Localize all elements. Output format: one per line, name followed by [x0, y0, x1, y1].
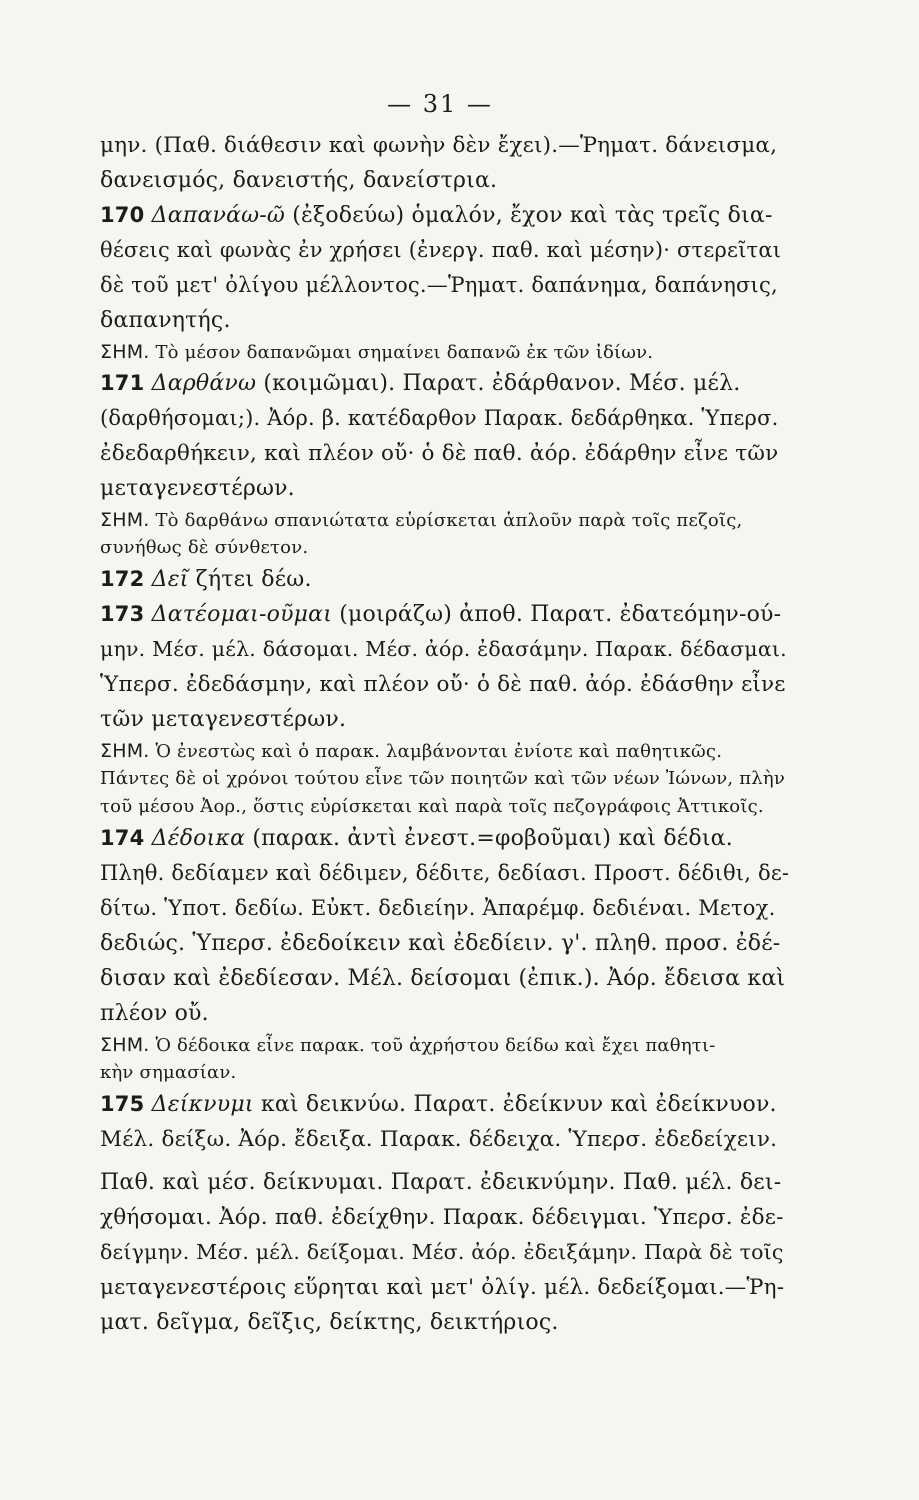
page-number: — 31 —	[387, 90, 493, 118]
line-text: (παρακ. ἀντὶ ἐνεστ.=φοβοῦμαι) καὶ δέδια.	[252, 826, 733, 851]
note-label: ΣΗΜ.	[100, 341, 150, 363]
line-text: τῶν μεταγενεστέρων.	[100, 707, 347, 732]
entry-number: 170	[100, 203, 145, 227]
line-text: μεταγενεστέρων.	[100, 476, 295, 501]
line-text: ματ. δεῖγμα, δεῖξις, δείκτης, δεικτήριος.	[100, 1310, 559, 1335]
line-text: Τὸ δαρθάνω σπανιώτατα εὑρίσκεται ἁπλοῦν παρὰ τοῖς πεζοῖς,	[155, 510, 743, 531]
text-line	[100, 471, 780, 506]
line-text: Πάντες δὲ οἱ χρόνοι τούτου εἶνε τῶν ποιητῶν καὶ τῶν νέων Ἰώνων, πλὴν	[100, 768, 785, 789]
text-line	[100, 436, 780, 471]
entry-line	[100, 1087, 780, 1122]
text-line	[100, 268, 780, 303]
note-label: ΣΗΜ.	[100, 1034, 150, 1056]
text-line	[100, 926, 780, 961]
text-line	[100, 1165, 780, 1200]
line-text: ζήτει δέω.	[195, 567, 312, 592]
note-label: ΣΗΜ.	[100, 509, 150, 531]
line-text: δεδιώς. Ὑπερσ. ἐδεδοίκειν καὶ ἐδεδίειν. γ'. πληθ. προσ. ἐδέ-	[100, 931, 781, 956]
entry-line	[100, 821, 780, 856]
line-text: Μέλ. δείξω. Ἀόρ. ἔδειξα. Παρακ. δέδειχα. Ὑπερσ. ἐδεδείχειν.	[100, 1127, 778, 1152]
line-text: τοῦ μέσου Ἀορ., ὅστις εὑρίσκεται καὶ παρὰ τοῖς πεζογράφοις Ἀττικοῖς.	[100, 796, 764, 817]
line-text: μεταγενεστέροις εὕρηται καὶ μετ' ὀλίγ. μέλ. δεδείξομαι.—Ῥη-	[100, 1275, 785, 1300]
line-text: Παθ. καὶ μέσ. δείκνυμαι. Παρατ. ἐδεικνύμην. Παθ. μέλ. δει-	[100, 1170, 782, 1195]
line-text: Τὸ μέσον δαπανῶμαι σημαίνει δαπανῶ ἐκ τῶν ἰδίων.	[155, 342, 654, 363]
text-line	[100, 702, 780, 737]
text-line	[100, 1059, 780, 1087]
line-text: πλέον οὔ.	[100, 1001, 209, 1026]
line-text: Ὁ ἐνεστὼς καὶ ὁ παρακ. λαμβάνονται ἐνίοτε καὶ παθητικῶς.	[155, 741, 723, 762]
entry-number: 174	[100, 826, 145, 850]
entry-lemma: Δέδοικα	[151, 826, 246, 851]
entry-number: 172	[100, 567, 145, 591]
text-line	[100, 303, 780, 338]
line-text: Πληθ. δεδίαμεν καὶ δέδιμεν, δέδιτε, δεδίασι. Προστ. δέδιθι, δε-	[100, 861, 790, 885]
line-text: κὴν σημασίαν.	[100, 1062, 237, 1083]
line-text: δαπανητής.	[100, 308, 231, 333]
line-text: μην. (Παθ. διάθεσιν καὶ φωνὴν δὲν ἔχει).—Ῥηματ. δάνεισμα,	[100, 133, 778, 158]
page-text	[100, 128, 790, 1340]
line-text: Ὁ δέδοικα εἶνε παρακ. τοῦ ἀχρήστου δείδω καὶ ἔχει παθητι-	[155, 1035, 716, 1056]
entry-line	[100, 597, 780, 632]
note-line	[100, 737, 780, 765]
text-line	[100, 1270, 785, 1305]
line-text: μην. Μέσ. μέλ. δάσομαι. Μέσ. ἀόρ. ἐδασάμην. Παρακ. δέδασμαι.	[100, 637, 787, 661]
entry-line	[100, 198, 780, 233]
line-text: (ἐξοδεύω) ὁμαλόν, ἔχον καὶ τὰς τρεῖς δια-	[292, 203, 773, 228]
note-line	[100, 506, 780, 534]
text-line	[100, 233, 780, 268]
text-line	[100, 996, 780, 1031]
text-line	[100, 1122, 780, 1157]
note-label: ΣΗΜ.	[100, 740, 150, 762]
line-text: χθήσομαι. Ἀόρ. παθ. ἐδείχθην. Παρακ. δέδειγμαι. Ὑπερσ. ἐδε-	[100, 1205, 784, 1230]
line-text: (κοιμῶμαι). Παρατ. ἐδάρθανον. Μέσ. μέλ.	[263, 371, 741, 396]
entry-line	[100, 366, 780, 401]
line-text: (δαρθήσομαι;). Ἀόρ. β. κατέδαρθον Παρακ. δεδάρθηκα. Ὑπερσ.	[100, 406, 779, 430]
line-text: (μοιράζω) ἀποθ. Παρατ. ἐδατεόμην-ού-	[339, 602, 782, 627]
text-line	[100, 856, 790, 891]
entry-lemma: Δαρθάνω	[151, 371, 257, 396]
text-line	[100, 163, 780, 198]
entry-lemma: Δείκνυμι	[151, 1092, 254, 1117]
text-line	[100, 793, 780, 821]
line-text: Ὑπερσ. ἐδεδάσμην, καὶ πλέον οὔ· ὁ δὲ παθ. ἀόρ. ἐδάσθην εἶνε	[100, 672, 786, 697]
line-text: καὶ δεικνύω. Παρατ. ἐδείκνυν καὶ ἐδείκνυον.	[260, 1092, 777, 1117]
text-line	[100, 1200, 784, 1235]
entry-lemma: Δαπανάω-ῶ	[151, 203, 286, 228]
note-line	[100, 1031, 780, 1059]
text-line	[100, 401, 780, 436]
entry-lemma: Δεῖ	[151, 567, 189, 592]
line-text: δείγμην. Μέσ. μέλ. δείξομαι. Μέσ. ἀόρ. ἐδειξάμην. Παρὰ δὲ τοῖς	[100, 1240, 784, 1264]
text-line	[100, 961, 786, 996]
entry-line	[100, 562, 780, 597]
text-line	[100, 1235, 784, 1270]
text-line	[100, 667, 786, 702]
line-text: δισαν καὶ ἐδεδίεσαν. Μέλ. δείσομαι (ἐπικ.). Ἀόρ. ἔδεισα καὶ	[100, 966, 786, 991]
text-line	[100, 632, 787, 667]
entry-number: 173	[100, 602, 145, 626]
entry-number: 171	[100, 371, 145, 395]
text-line	[100, 128, 780, 163]
line-text: δὲ τοῦ μετ' ὀλίγου μέλλοντος.—Ῥηματ. δαπάνημα, δαπάνησις,	[100, 273, 778, 297]
line-text: δίτω. Ὑποτ. δεδίω. Εὐκτ. δεδιείην. Ἀπαρέμφ. δεδιέναι. Μετοχ.	[100, 896, 776, 920]
text-line	[100, 765, 785, 793]
text-line	[100, 534, 780, 562]
line-text: θέσεις καὶ φωνὰς ἐν χρήσει (ἐνεργ. παθ. καὶ μέσην)· στερεῖται	[100, 238, 782, 262]
note-line	[100, 338, 780, 366]
entry-number: 175	[100, 1092, 145, 1116]
line-text: δανεισμός, δανειστής, δανείστρια.	[100, 168, 498, 193]
line-text: ἐδεδαρθήκειν, καὶ πλέον οὔ· ὁ δὲ παθ. ἀόρ. ἐδάρθην εἶνε τῶν	[100, 441, 779, 466]
line-text: συνήθως δὲ σύνθετον.	[100, 537, 309, 558]
entry-lemma: Δατέομαι-οῦμαι	[151, 602, 333, 627]
text-line	[100, 891, 780, 926]
text-line	[100, 1305, 780, 1340]
